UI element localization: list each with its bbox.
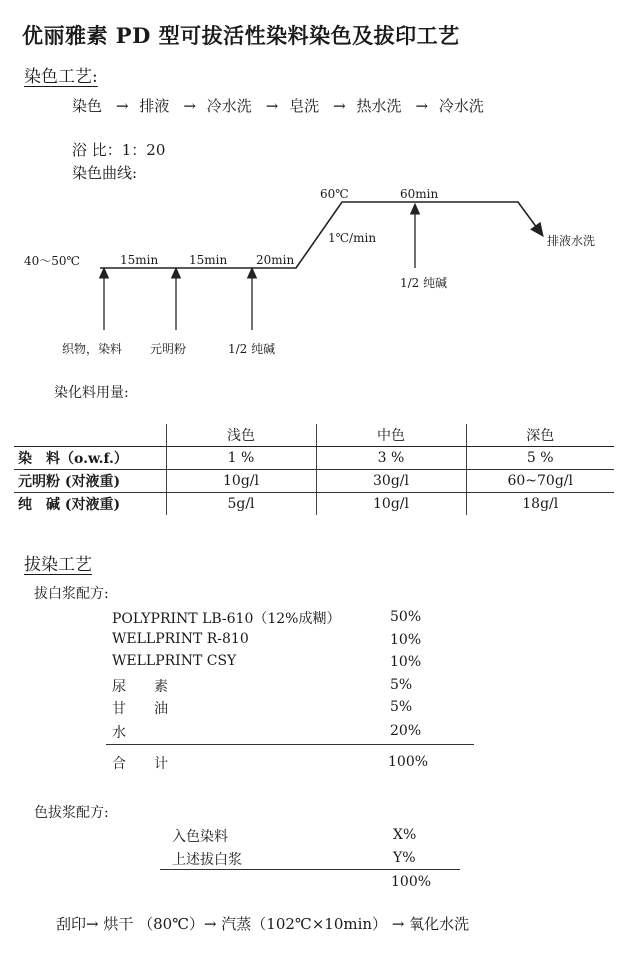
- table-header: 中色: [316, 424, 466, 447]
- addition-label: 1/2 纯碱: [400, 276, 448, 290]
- flow-step: 皂洗: [289, 97, 320, 115]
- arrow-icon: →: [116, 97, 129, 115]
- table-header: [14, 424, 166, 447]
- recipe-item-name: WELLPRINT R-810: [112, 631, 249, 647]
- segment-time: 15min: [120, 253, 159, 267]
- color-recipe-label: 色拔浆配方:: [34, 805, 109, 821]
- table-row: [14, 493, 614, 516]
- temperature-curve: [100, 202, 540, 268]
- table-row: [14, 447, 614, 470]
- recipe-total-pct: 100%: [388, 754, 429, 770]
- addition-label: 织物，染料: [62, 342, 123, 356]
- arrow-icon: →: [415, 97, 429, 115]
- dosage-table: [14, 424, 614, 515]
- recipe-item-name: 甘 油: [112, 701, 168, 717]
- printing-process: 刮印→ 烘干 （80℃）→ 汽蒸（102℃×10min） → 氧化水洗: [56, 915, 470, 933]
- recipe-item-pct: X%: [393, 827, 417, 843]
- divider: [106, 744, 474, 745]
- page-title: 优丽雅素 PD 型可拔活性染料染色及拔印工艺: [22, 23, 460, 48]
- table-cell: 3 %: [316, 447, 466, 470]
- recipe-item-name: WELLPRINT CSY: [112, 653, 237, 669]
- table-cell: 染 料（o.w.f.）: [14, 447, 166, 470]
- heating-rate: 1℃/min: [328, 231, 377, 245]
- recipe-item-pct: 5%: [390, 677, 413, 693]
- table-cell: 5g/l: [166, 493, 316, 516]
- segment-time: 20min: [256, 253, 295, 267]
- table-cell: 5 %: [466, 447, 614, 470]
- recipe-item-name: 尿 素: [112, 679, 168, 695]
- table-header: 深色: [466, 424, 614, 447]
- hold-time: 60min: [400, 187, 439, 201]
- table-cell: 10g/l: [316, 493, 466, 516]
- dyeing-flow: [72, 95, 490, 116]
- recipe-total-pct: 100%: [391, 874, 432, 890]
- discharge-heading: 拔染工艺: [24, 555, 92, 575]
- recipe-item-pct: 10%: [390, 632, 422, 648]
- table-row: [14, 470, 614, 493]
- flow-step: 热水洗: [356, 97, 402, 115]
- peak-temp: 60℃: [320, 187, 349, 201]
- recipe-item-pct: 5%: [390, 699, 413, 715]
- addition-label: 元明粉: [150, 342, 187, 356]
- curve-label: 染色曲线:: [72, 164, 138, 182]
- recipe-item-pct: Y%: [393, 850, 416, 866]
- recipe-item-name: 上述拔白浆: [172, 852, 242, 868]
- table-cell: 18g/l: [466, 493, 614, 516]
- flow-step: 冷水洗: [438, 97, 484, 115]
- recipe-item-name: 水: [112, 725, 126, 741]
- arrow-icon: →: [333, 97, 346, 115]
- recipe-item-pct: 20%: [390, 723, 422, 739]
- drain-label: 排液水洗: [547, 234, 596, 248]
- flow-step: 冷水洗: [206, 97, 252, 115]
- start-temp: 40～50℃: [24, 254, 80, 268]
- table-cell: 30g/l: [316, 470, 466, 493]
- segment-time: 15min: [189, 253, 228, 267]
- recipe-item-pct: 10%: [390, 654, 422, 670]
- recipe-total-name: 合 计: [112, 756, 168, 772]
- recipe-item-name: 入色染料: [172, 829, 228, 845]
- table-cell: 60~70g/l: [466, 470, 614, 493]
- arrow-icon: →: [183, 97, 196, 115]
- divider: [160, 869, 460, 870]
- table-header-row: [14, 424, 614, 447]
- white-recipe-label: 拔白浆配方:: [34, 586, 109, 602]
- flow-step: 排液: [139, 97, 170, 115]
- table-cell: 10g/l: [166, 470, 316, 493]
- recipe-item-name: POLYPRINT LB-610（12%成糊）: [112, 611, 341, 627]
- table-header: 浅色: [166, 424, 316, 447]
- recipe-item-pct: 50%: [390, 609, 422, 625]
- flow-step: 染色: [72, 97, 103, 115]
- dosage-label: 染化料用量:: [54, 385, 129, 401]
- table-cell: 1 %: [166, 447, 316, 470]
- addition-label: 1/2 纯碱: [228, 342, 276, 356]
- table-cell: 纯 碱 (对液重): [18, 497, 121, 513]
- table-cell: 元明粉 (对液重): [14, 470, 166, 493]
- dyeing-heading: 染色工艺:: [24, 67, 98, 87]
- arrow-icon: →: [265, 97, 279, 115]
- liquor-ratio: 浴 比：1：20: [72, 141, 166, 159]
